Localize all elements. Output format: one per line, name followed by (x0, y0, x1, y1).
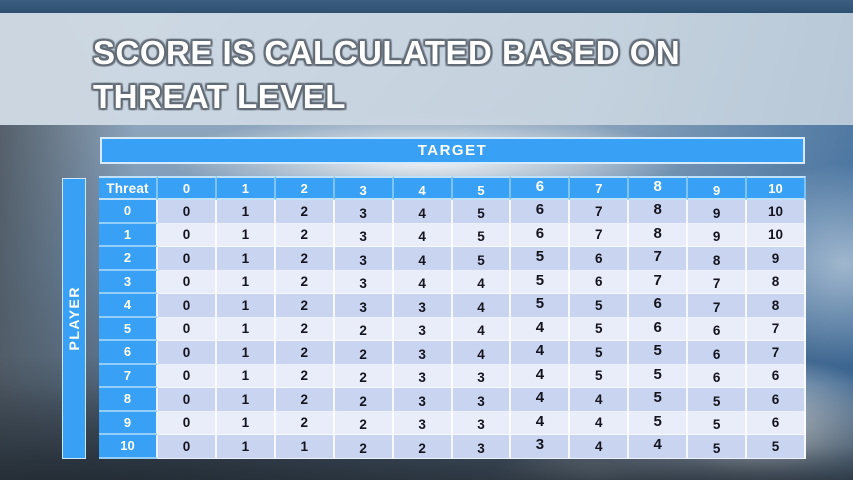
score-cell: 3 (394, 412, 453, 436)
column-header-cell: 6 (511, 176, 570, 200)
score-cell: 6 (688, 318, 747, 342)
score-cell: 4 (570, 388, 629, 412)
target-axis-label: TARGET (417, 142, 488, 159)
score-cell: 1 (217, 435, 276, 459)
score-cell: 7 (570, 200, 629, 224)
row-header-cell: 7 (99, 365, 158, 389)
score-cell: 8 (688, 247, 747, 271)
score-cell: 7 (629, 247, 688, 271)
column-header-cell: 2 (276, 176, 335, 200)
row-header-cell: 1 (99, 224, 158, 248)
score-cell: 3 (335, 200, 394, 224)
page-title-line1: SCORE IS CALCULATED BASED ON (93, 34, 681, 71)
row-header-cell: 2 (99, 247, 158, 271)
score-cell: 1 (217, 388, 276, 412)
column-header-cell: 4 (394, 176, 453, 200)
score-cell: 6 (747, 412, 806, 436)
score-cell: 6 (688, 365, 747, 389)
score-cell: 2 (276, 365, 335, 389)
row-header-cell: 9 (99, 412, 158, 436)
score-cell: 5 (511, 294, 570, 318)
score-cell: 0 (158, 224, 217, 248)
score-cell: 3 (453, 365, 512, 389)
row-header-cell: 0 (99, 200, 158, 224)
score-cell: 6 (511, 200, 570, 224)
score-cell: 3 (453, 388, 512, 412)
row-header-cell: 4 (99, 294, 158, 318)
score-cell: 10 (747, 200, 806, 224)
score-cell: 3 (394, 318, 453, 342)
score-cell: 0 (158, 388, 217, 412)
top-accent-strip (0, 0, 853, 13)
score-cell: 0 (158, 365, 217, 389)
row-header-cell: 3 (99, 271, 158, 295)
score-cell: 4 (570, 412, 629, 436)
score-cell: 2 (276, 200, 335, 224)
score-cell: 2 (335, 365, 394, 389)
score-cell: 5 (453, 247, 512, 271)
score-cell: 6 (511, 224, 570, 248)
score-cell: 0 (158, 294, 217, 318)
score-cell: 4 (511, 412, 570, 436)
score-cell: 6 (747, 365, 806, 389)
score-cell: 2 (276, 271, 335, 295)
score-cell: 0 (158, 435, 217, 459)
score-cell: 2 (276, 294, 335, 318)
score-cell: 9 (688, 200, 747, 224)
score-cell: 6 (629, 318, 688, 342)
score-cell: 4 (511, 318, 570, 342)
score-cell: 1 (217, 271, 276, 295)
title-band (0, 13, 853, 125)
score-cell: 0 (158, 200, 217, 224)
score-cell: 6 (629, 294, 688, 318)
score-cell: 5 (570, 365, 629, 389)
score-cell: 7 (570, 224, 629, 248)
score-cell: 5 (511, 247, 570, 271)
score-cell: 8 (629, 200, 688, 224)
row-header-cell: 10 (99, 435, 158, 459)
score-cell: 4 (394, 224, 453, 248)
score-cell: 5 (747, 435, 806, 459)
score-cell: 4 (511, 388, 570, 412)
score-cell: 5 (629, 341, 688, 365)
score-cell: 4 (453, 318, 512, 342)
score-cell: 3 (511, 435, 570, 459)
score-cell: 0 (158, 412, 217, 436)
score-cell: 8 (747, 271, 806, 295)
score-cell: 7 (747, 341, 806, 365)
score-cell: 3 (335, 224, 394, 248)
row-header-cell: 8 (99, 388, 158, 412)
score-cell: 4 (453, 341, 512, 365)
column-header-cell: 3 (335, 176, 394, 200)
player-axis-band (62, 178, 86, 459)
score-cell: 2 (276, 388, 335, 412)
score-cell: 2 (335, 412, 394, 436)
score-cell: 1 (217, 247, 276, 271)
score-cell: 5 (688, 412, 747, 436)
score-cell: 2 (276, 318, 335, 342)
corner-header-cell: Threat (99, 176, 158, 200)
score-cell: 2 (335, 435, 394, 459)
score-cell: 2 (335, 388, 394, 412)
score-cell: 3 (453, 435, 512, 459)
score-cell: 5 (629, 365, 688, 389)
score-cell: 1 (217, 365, 276, 389)
score-cell: 3 (335, 247, 394, 271)
score-table (99, 176, 806, 459)
column-header-cell: 7 (570, 176, 629, 200)
column-header-cell: 10 (747, 176, 806, 200)
score-cell: 5 (453, 224, 512, 248)
page-title-line2: THREAT LEVEL (93, 78, 346, 115)
score-cell: 3 (453, 412, 512, 436)
score-cell: 9 (688, 224, 747, 248)
score-cell: 6 (570, 247, 629, 271)
score-cell: 1 (217, 200, 276, 224)
score-cell: 1 (217, 341, 276, 365)
score-cell: 8 (629, 224, 688, 248)
score-cell: 5 (629, 412, 688, 436)
score-cell: 6 (570, 271, 629, 295)
score-cell: 1 (217, 412, 276, 436)
column-header-cell: 9 (688, 176, 747, 200)
score-cell: 9 (747, 247, 806, 271)
score-cell: 4 (629, 435, 688, 459)
score-cell: 7 (688, 271, 747, 295)
score-cell: 5 (570, 341, 629, 365)
column-header-cell: 8 (629, 176, 688, 200)
score-cell: 2 (276, 224, 335, 248)
score-cell: 5 (453, 200, 512, 224)
score-cell: 5 (570, 294, 629, 318)
score-cell: 5 (570, 318, 629, 342)
score-cell: 7 (629, 271, 688, 295)
score-cell: 7 (688, 294, 747, 318)
score-cell: 3 (335, 271, 394, 295)
score-cell: 0 (158, 341, 217, 365)
score-cell: 1 (217, 224, 276, 248)
column-header-cell: 1 (217, 176, 276, 200)
row-header-cell: 5 (99, 318, 158, 342)
score-cell: 6 (688, 341, 747, 365)
score-cell: 2 (276, 341, 335, 365)
score-cell: 2 (276, 412, 335, 436)
column-header-cell: 5 (453, 176, 512, 200)
score-cell: 2 (276, 247, 335, 271)
score-cell: 4 (453, 294, 512, 318)
score-cell: 1 (276, 435, 335, 459)
score-cell: 5 (688, 388, 747, 412)
row-header-cell: 6 (99, 341, 158, 365)
score-cell: 3 (335, 294, 394, 318)
score-cell: 0 (158, 271, 217, 295)
column-header-cell: 0 (158, 176, 217, 200)
page-title (0, 13, 693, 119)
score-cell: 2 (335, 341, 394, 365)
score-cell: 0 (158, 247, 217, 271)
score-cell: 1 (217, 318, 276, 342)
score-cell: 6 (747, 388, 806, 412)
score-cell: 3 (394, 341, 453, 365)
score-cell: 4 (394, 200, 453, 224)
score-cell: 4 (394, 247, 453, 271)
score-cell: 8 (747, 294, 806, 318)
score-cell: 3 (394, 388, 453, 412)
score-cell: 4 (453, 271, 512, 295)
score-cell: 3 (394, 365, 453, 389)
score-cell: 0 (158, 318, 217, 342)
score-cell: 10 (747, 224, 806, 248)
score-cell: 4 (570, 435, 629, 459)
score-cell: 4 (394, 271, 453, 295)
target-axis-band (100, 137, 805, 164)
score-cell: 4 (511, 341, 570, 365)
score-cell: 5 (688, 435, 747, 459)
score-cell: 5 (629, 388, 688, 412)
score-cell: 2 (394, 435, 453, 459)
score-cell: 1 (217, 294, 276, 318)
score-cell: 4 (511, 365, 570, 389)
score-cell: 2 (335, 318, 394, 342)
score-cell: 7 (747, 318, 806, 342)
player-axis-label: PLAYER (66, 286, 82, 351)
score-cell: 5 (511, 271, 570, 295)
score-cell: 3 (394, 294, 453, 318)
